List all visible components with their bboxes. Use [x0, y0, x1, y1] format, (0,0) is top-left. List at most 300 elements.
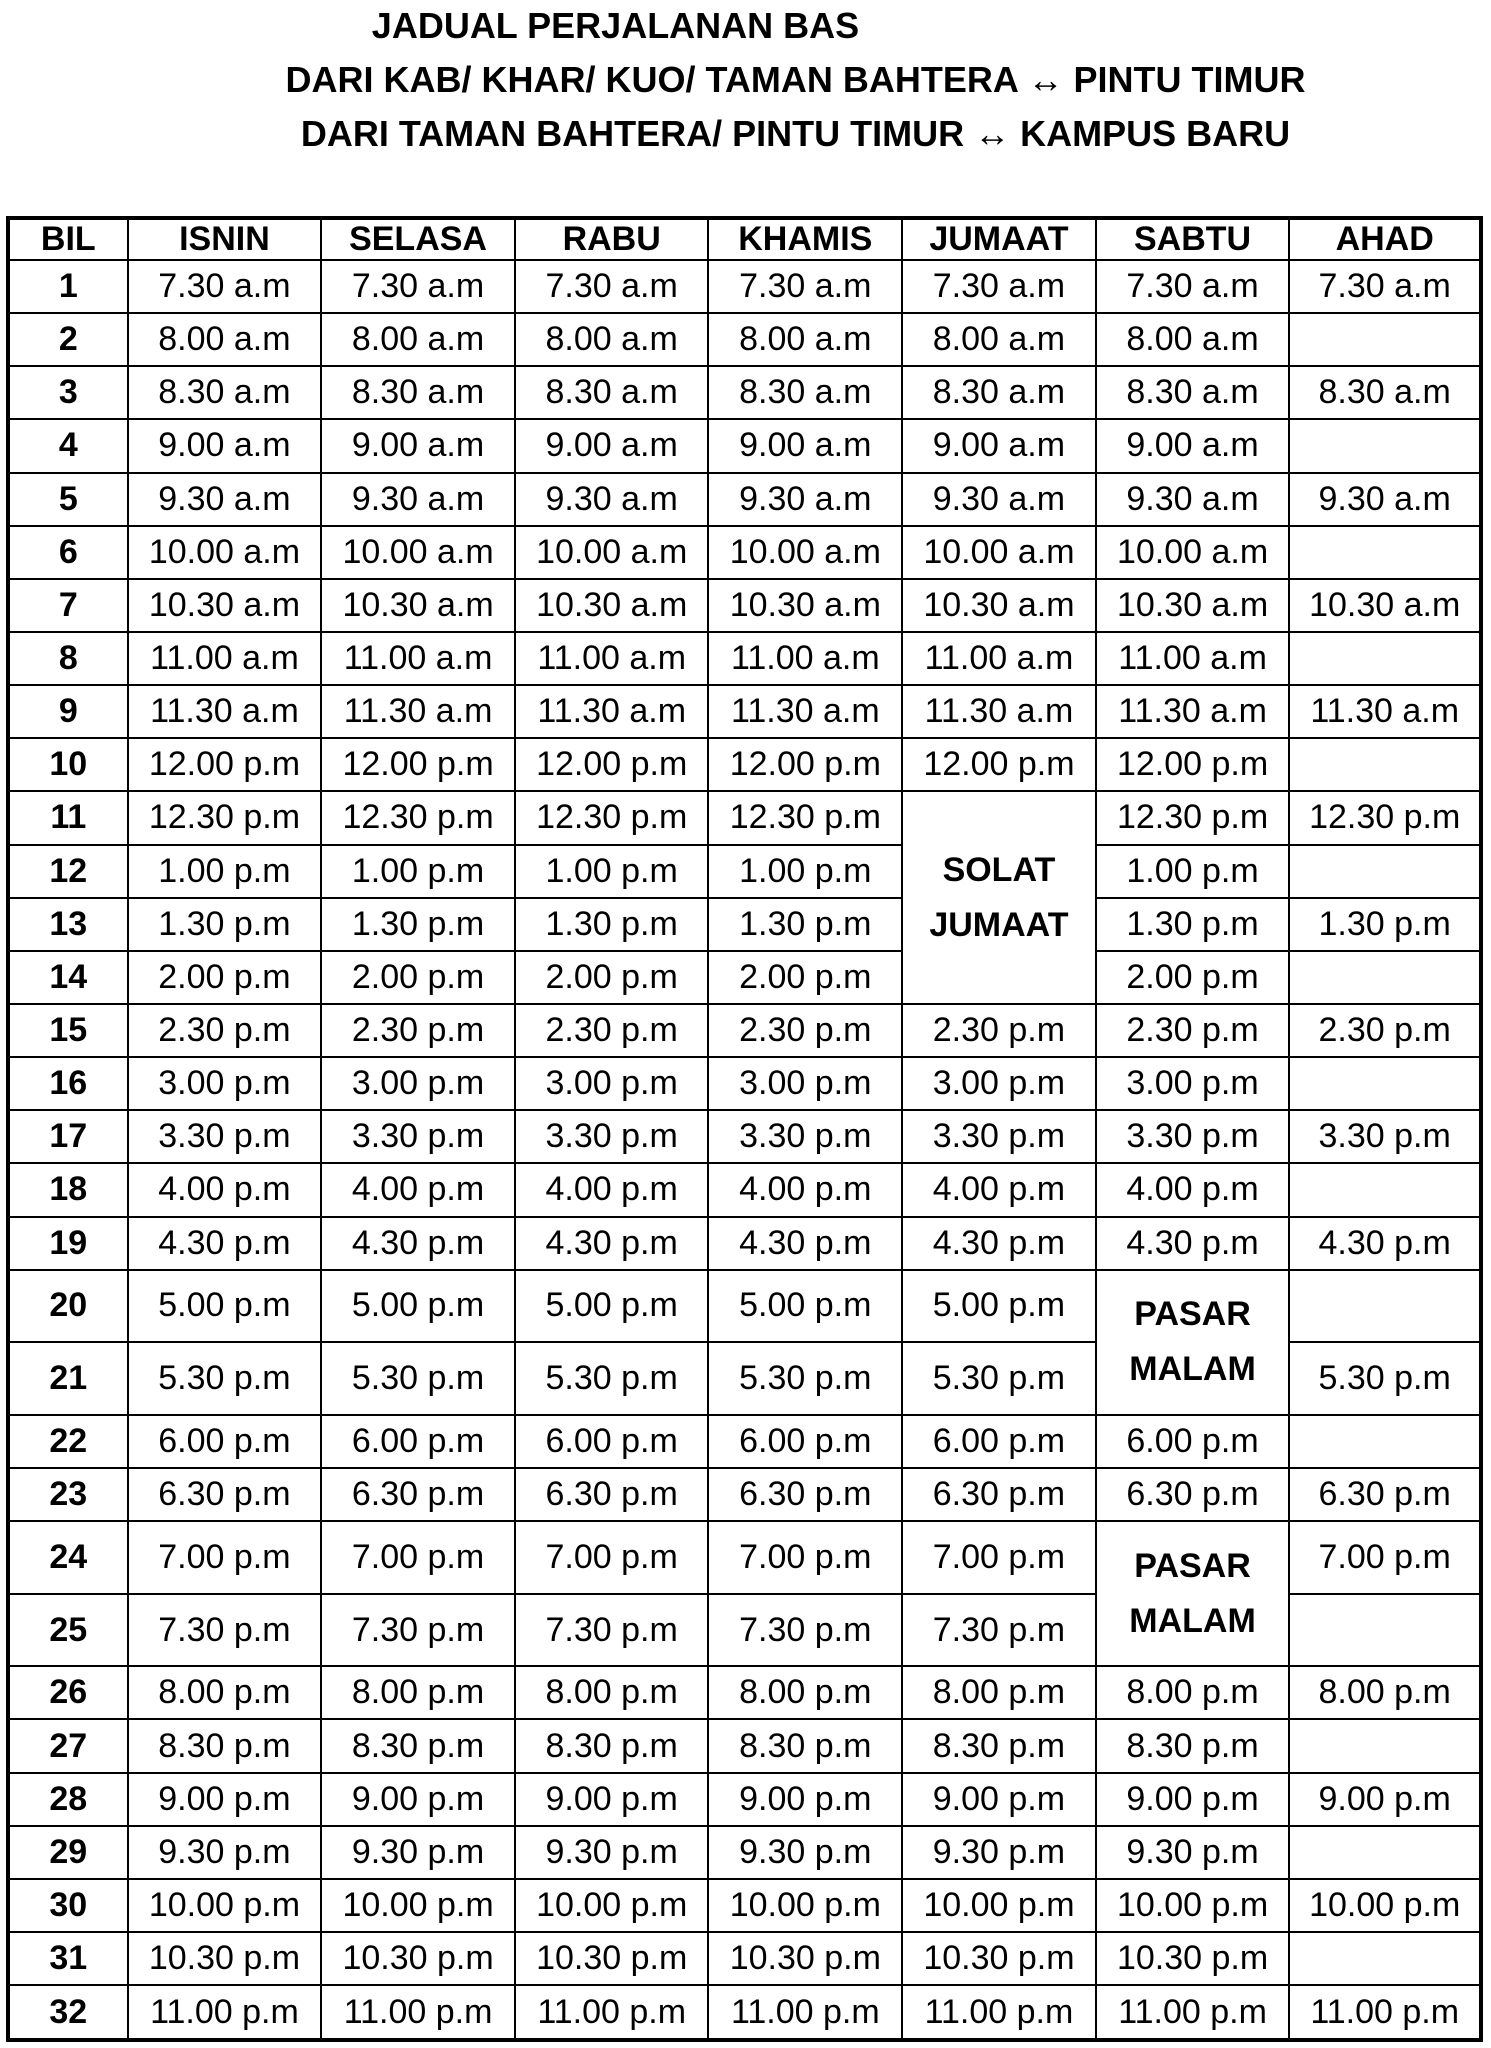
departure-time-ahad [1289, 1826, 1481, 1879]
departure-time-isnin: 3.30 p.m [128, 1110, 322, 1163]
departure-time-khamis: 7.30 p.m [708, 1594, 902, 1667]
departure-time-rabu: 8.30 a.m [515, 366, 709, 419]
bil-number: 13 [8, 898, 128, 951]
bil-number: 4 [8, 419, 128, 472]
departure-time-selasa: 8.30 p.m [321, 1719, 515, 1772]
departure-time-rabu: 6.30 p.m [515, 1468, 709, 1521]
table-row [8, 1217, 1481, 1270]
departure-time-jumaat: 5.30 p.m [902, 1342, 1096, 1415]
departure-time-jumaat: 12.00 p.m [902, 738, 1096, 791]
departure-time-selasa: 8.00 a.m [321, 313, 515, 366]
departure-time-jumaat: 8.00 a.m [902, 313, 1096, 366]
departure-time-ahad: 1.30 p.m [1289, 898, 1481, 951]
departure-time-isnin: 2.00 p.m [128, 951, 322, 1004]
departure-time-rabu: 3.30 p.m [515, 1110, 709, 1163]
departure-time-khamis: 8.30 a.m [708, 366, 902, 419]
departure-time-khamis: 10.00 a.m [708, 526, 902, 579]
departure-time-isnin: 9.00 p.m [128, 1773, 322, 1826]
departure-time-jumaat: 2.30 p.m [902, 1004, 1096, 1057]
departure-time-isnin: 7.30 a.m [128, 260, 322, 313]
departure-time-ahad: 8.00 p.m [1289, 1666, 1481, 1719]
departure-time-ahad: 9.00 p.m [1289, 1773, 1481, 1826]
departure-time-sabtu: 4.00 p.m [1096, 1163, 1290, 1216]
departure-time-rabu: 9.00 a.m [515, 419, 709, 472]
departure-time-isnin: 4.00 p.m [128, 1163, 322, 1216]
departure-time-selasa: 3.00 p.m [321, 1057, 515, 1110]
bil-number: 23 [8, 1468, 128, 1521]
departure-time-khamis: 9.00 a.m [708, 419, 902, 472]
departure-time-rabu: 4.00 p.m [515, 1163, 709, 1216]
departure-time-selasa: 1.30 p.m [321, 898, 515, 951]
departure-time-isnin: 5.30 p.m [128, 1342, 322, 1415]
table-row [8, 898, 1481, 951]
table-row [8, 1521, 1481, 1594]
departure-time-jumaat: 3.00 p.m [902, 1057, 1096, 1110]
departure-time-rabu: 12.30 p.m [515, 791, 709, 844]
bil-number: 20 [8, 1270, 128, 1343]
solat-jumaat-note-line: SOLAT [942, 850, 1056, 889]
departure-time-rabu: 9.30 p.m [515, 1826, 709, 1879]
departure-time-rabu: 8.30 p.m [515, 1719, 709, 1772]
departure-time-rabu: 1.00 p.m [515, 845, 709, 898]
departure-time-ahad: 10.30 a.m [1289, 579, 1481, 632]
title-route-1: DARI KAB/ KHAR/ KUO/ TAMAN BAHTERA ↔ PINTU TIMUR [285, 59, 1306, 100]
departure-time-khamis: 6.00 p.m [708, 1415, 902, 1468]
departure-time-khamis: 11.00 p.m [708, 1985, 902, 2040]
bil-number: 1 [8, 260, 128, 313]
departure-time-jumaat: 6.30 p.m [902, 1468, 1096, 1521]
pasar-malam-note-line: PASAR [1134, 1295, 1251, 1334]
departure-time-ahad [1289, 419, 1481, 472]
departure-time-rabu: 7.30 a.m [515, 260, 709, 313]
departure-time-selasa: 1.00 p.m [321, 845, 515, 898]
departure-time-rabu: 1.30 p.m [515, 898, 709, 951]
departure-time-khamis: 12.30 p.m [708, 791, 902, 844]
departure-time-sabtu: 9.00 p.m [1096, 1773, 1290, 1826]
pasar-malam-note-line: MALAM [1129, 1350, 1256, 1389]
departure-time-rabu: 6.00 p.m [515, 1415, 709, 1468]
departure-time-jumaat: 10.00 a.m [902, 526, 1096, 579]
departure-time-ahad: 11.00 p.m [1289, 1985, 1481, 2040]
departure-time-isnin: 7.30 p.m [128, 1594, 322, 1667]
bil-number: 15 [8, 1004, 128, 1057]
header-isnin: ISNIN [128, 218, 322, 260]
bil-number: 10 [8, 738, 128, 791]
table-row [8, 738, 1481, 791]
departure-time-sabtu: 10.00 p.m [1096, 1879, 1290, 1932]
departure-time-ahad: 8.30 a.m [1289, 366, 1481, 419]
departure-time-khamis: 3.00 p.m [708, 1057, 902, 1110]
departure-time-selasa: 3.30 p.m [321, 1110, 515, 1163]
departure-time-ahad: 7.30 a.m [1289, 260, 1481, 313]
solat-jumaat-note [902, 791, 1096, 1004]
departure-time-ahad [1289, 845, 1481, 898]
table-row [8, 1110, 1481, 1163]
departure-time-jumaat: 11.00 a.m [902, 632, 1096, 685]
bil-number: 11 [8, 791, 128, 844]
departure-time-khamis: 7.00 p.m [708, 1521, 902, 1594]
table-row [8, 1719, 1481, 1772]
departure-time-isnin: 9.30 a.m [128, 473, 322, 526]
departure-time-sabtu: 11.00 a.m [1096, 632, 1290, 685]
departure-time-rabu: 7.30 p.m [515, 1594, 709, 1667]
departure-time-sabtu: 9.00 a.m [1096, 419, 1290, 472]
departure-time-selasa: 9.30 a.m [321, 473, 515, 526]
bil-number: 12 [8, 845, 128, 898]
departure-time-khamis: 2.30 p.m [708, 1004, 902, 1057]
bil-number: 6 [8, 526, 128, 579]
departure-time-jumaat: 8.30 a.m [902, 366, 1096, 419]
departure-time-sabtu: 11.00 p.m [1096, 1985, 1290, 2040]
departure-time-jumaat: 3.30 p.m [902, 1110, 1096, 1163]
departure-time-rabu: 9.30 a.m [515, 473, 709, 526]
bil-number: 14 [8, 951, 128, 1004]
departure-time-jumaat: 7.30 p.m [902, 1594, 1096, 1667]
departure-time-rabu: 8.00 p.m [515, 1666, 709, 1719]
departure-time-khamis: 5.00 p.m [708, 1270, 902, 1343]
departure-time-ahad [1289, 1163, 1481, 1216]
departure-time-ahad [1289, 1594, 1481, 1667]
table-row [8, 1879, 1481, 1932]
departure-time-sabtu: 6.00 p.m [1096, 1415, 1290, 1468]
bil-number: 16 [8, 1057, 128, 1110]
departure-time-sabtu: 3.30 p.m [1096, 1110, 1290, 1163]
departure-time-ahad: 6.30 p.m [1289, 1468, 1481, 1521]
departure-time-isnin: 9.30 p.m [128, 1826, 322, 1879]
departure-time-ahad: 4.30 p.m [1289, 1217, 1481, 1270]
table-row [8, 1270, 1481, 1343]
departure-time-khamis: 11.30 a.m [708, 685, 902, 738]
departure-time-ahad [1289, 1932, 1481, 1985]
bil-number: 27 [8, 1719, 128, 1772]
title-main: JADUAL PERJALANAN BAS [371, 5, 860, 46]
departure-time-isnin: 6.00 p.m [128, 1415, 322, 1468]
pasar-malam-note [1096, 1270, 1290, 1415]
table-row [8, 1666, 1481, 1719]
departure-time-isnin: 4.30 p.m [128, 1217, 322, 1270]
departure-time-isnin: 8.30 p.m [128, 1719, 322, 1772]
departure-time-rabu: 11.30 a.m [515, 685, 709, 738]
header-rabu: RABU [515, 218, 709, 260]
departure-time-sabtu: 2.00 p.m [1096, 951, 1290, 1004]
departure-time-isnin: 2.30 p.m [128, 1004, 322, 1057]
table-row [8, 1773, 1481, 1826]
departure-time-rabu: 12.00 p.m [515, 738, 709, 791]
departure-time-jumaat: 4.30 p.m [902, 1217, 1096, 1270]
departure-time-rabu: 10.00 a.m [515, 526, 709, 579]
departure-time-jumaat: 9.30 p.m [902, 1826, 1096, 1879]
departure-time-jumaat: 11.00 p.m [902, 1985, 1096, 2040]
departure-time-khamis: 5.30 p.m [708, 1342, 902, 1415]
departure-time-isnin: 8.00 a.m [128, 313, 322, 366]
table-row [8, 1468, 1481, 1521]
table-row [8, 845, 1481, 898]
bil-number: 8 [8, 632, 128, 685]
table-row [8, 791, 1481, 844]
departure-time-jumaat: 11.30 a.m [902, 685, 1096, 738]
departure-time-isnin: 6.30 p.m [128, 1468, 322, 1521]
departure-time-ahad [1289, 313, 1481, 366]
departure-time-isnin: 1.00 p.m [128, 845, 322, 898]
departure-time-isnin: 5.00 p.m [128, 1270, 322, 1343]
bil-number: 26 [8, 1666, 128, 1719]
departure-time-selasa: 2.00 p.m [321, 951, 515, 1004]
bil-number: 22 [8, 1415, 128, 1468]
bil-number: 19 [8, 1217, 128, 1270]
departure-time-jumaat: 10.30 p.m [902, 1932, 1096, 1985]
departure-time-sabtu: 10.30 a.m [1096, 579, 1290, 632]
departure-time-ahad [1289, 1719, 1481, 1772]
departure-time-isnin: 10.30 a.m [128, 579, 322, 632]
departure-time-isnin: 1.30 p.m [128, 898, 322, 951]
departure-time-khamis: 3.30 p.m [708, 1110, 902, 1163]
departure-time-jumaat: 9.30 a.m [902, 473, 1096, 526]
table-row [8, 1415, 1481, 1468]
departure-time-selasa: 11.00 a.m [321, 632, 515, 685]
departure-time-ahad: 11.30 a.m [1289, 685, 1481, 738]
departure-time-khamis: 9.30 a.m [708, 473, 902, 526]
bil-number: 3 [8, 366, 128, 419]
departure-time-khamis: 6.30 p.m [708, 1468, 902, 1521]
departure-time-sabtu: 7.30 a.m [1096, 260, 1290, 313]
departure-time-selasa: 12.00 p.m [321, 738, 515, 791]
bil-number: 28 [8, 1773, 128, 1826]
bil-number: 9 [8, 685, 128, 738]
header-bil: BIL [8, 218, 128, 260]
departure-time-ahad: 12.30 p.m [1289, 791, 1481, 844]
departure-time-sabtu: 12.30 p.m [1096, 791, 1290, 844]
departure-time-jumaat: 4.00 p.m [902, 1163, 1096, 1216]
departure-time-rabu: 10.30 a.m [515, 579, 709, 632]
departure-time-isnin: 8.30 a.m [128, 366, 322, 419]
departure-time-rabu: 3.00 p.m [515, 1057, 709, 1110]
table-row [8, 526, 1481, 579]
departure-time-rabu: 10.00 p.m [515, 1879, 709, 1932]
departure-time-selasa: 6.00 p.m [321, 1415, 515, 1468]
table-row [8, 313, 1481, 366]
departure-time-selasa: 9.30 p.m [321, 1826, 515, 1879]
departure-time-ahad: 9.30 a.m [1289, 473, 1481, 526]
bil-number: 29 [8, 1826, 128, 1879]
departure-time-ahad [1289, 951, 1481, 1004]
departure-time-isnin: 11.00 a.m [128, 632, 322, 685]
departure-time-selasa: 7.30 p.m [321, 1594, 515, 1667]
departure-time-sabtu: 6.30 p.m [1096, 1468, 1290, 1521]
bil-number: 2 [8, 313, 128, 366]
departure-time-selasa: 6.30 p.m [321, 1468, 515, 1521]
departure-time-rabu: 11.00 p.m [515, 1985, 709, 2040]
schedule-body [8, 260, 1481, 2040]
departure-time-khamis: 8.00 a.m [708, 313, 902, 366]
departure-time-ahad [1289, 1057, 1481, 1110]
table-row [8, 951, 1481, 1004]
pasar-malam-note-line: PASAR [1134, 1546, 1251, 1585]
departure-time-ahad: 3.30 p.m [1289, 1110, 1481, 1163]
departure-time-sabtu: 1.00 p.m [1096, 845, 1290, 898]
departure-time-selasa: 4.00 p.m [321, 1163, 515, 1216]
departure-time-sabtu: 8.30 a.m [1096, 366, 1290, 419]
departure-time-jumaat: 5.00 p.m [902, 1270, 1096, 1343]
departure-time-jumaat: 8.30 p.m [902, 1719, 1096, 1772]
departure-time-sabtu: 1.30 p.m [1096, 898, 1290, 951]
bil-number: 17 [8, 1110, 128, 1163]
departure-time-jumaat: 9.00 p.m [902, 1773, 1096, 1826]
title-route-2: DARI TAMAN BAHTERA/ PINTU TIMUR ↔ KAMPUS BARU [300, 113, 1291, 154]
departure-time-rabu: 11.00 a.m [515, 632, 709, 685]
departure-time-sabtu: 9.30 p.m [1096, 1826, 1290, 1879]
departure-time-khamis: 10.00 p.m [708, 1879, 902, 1932]
pasar-malam-note [1096, 1521, 1290, 1666]
departure-time-sabtu: 8.00 p.m [1096, 1666, 1290, 1719]
header-khamis: KHAMIS [708, 218, 902, 260]
departure-time-sabtu: 8.30 p.m [1096, 1719, 1290, 1772]
bus-schedule-table [6, 216, 1483, 2042]
pasar-malam-note-line: MALAM [1129, 1601, 1256, 1640]
departure-time-isnin: 10.00 a.m [128, 526, 322, 579]
departure-time-ahad: 7.00 p.m [1289, 1521, 1481, 1594]
departure-time-selasa: 5.30 p.m [321, 1342, 515, 1415]
departure-time-khamis: 10.30 a.m [708, 579, 902, 632]
bil-number: 32 [8, 1985, 128, 2040]
departure-time-selasa: 4.30 p.m [321, 1217, 515, 1270]
departure-time-rabu: 7.00 p.m [515, 1521, 709, 1594]
table-row [8, 1826, 1481, 1879]
departure-time-rabu: 2.00 p.m [515, 951, 709, 1004]
departure-time-khamis: 8.30 p.m [708, 1719, 902, 1772]
departure-time-rabu: 9.00 p.m [515, 1773, 709, 1826]
departure-time-khamis: 4.00 p.m [708, 1163, 902, 1216]
table-row [8, 473, 1481, 526]
departure-time-sabtu: 10.30 p.m [1096, 1932, 1290, 1985]
solat-jumaat-note-line: JUMAAT [929, 905, 1069, 944]
bil-number: 7 [8, 579, 128, 632]
departure-time-jumaat: 6.00 p.m [902, 1415, 1096, 1468]
departure-time-sabtu: 4.30 p.m [1096, 1217, 1290, 1270]
table-row [8, 632, 1481, 685]
departure-time-selasa: 10.00 a.m [321, 526, 515, 579]
departure-time-khamis: 9.00 p.m [708, 1773, 902, 1826]
bil-number: 25 [8, 1594, 128, 1667]
departure-time-ahad [1289, 1270, 1481, 1343]
header-jumaat: JUMAAT [902, 218, 1096, 260]
departure-time-khamis: 1.30 p.m [708, 898, 902, 951]
departure-time-khamis: 1.00 p.m [708, 845, 902, 898]
departure-time-isnin: 11.30 a.m [128, 685, 322, 738]
departure-time-jumaat: 7.00 p.m [902, 1521, 1096, 1594]
departure-time-sabtu: 3.00 p.m [1096, 1057, 1290, 1110]
departure-time-selasa: 7.30 a.m [321, 260, 515, 313]
header-sabtu: SABTU [1096, 218, 1290, 260]
bil-number: 30 [8, 1879, 128, 1932]
bil-number: 24 [8, 1521, 128, 1594]
departure-time-rabu: 10.30 p.m [515, 1932, 709, 1985]
departure-time-isnin: 8.00 p.m [128, 1666, 322, 1719]
departure-time-selasa: 7.00 p.m [321, 1521, 515, 1594]
departure-time-jumaat: 7.30 a.m [902, 260, 1096, 313]
departure-time-selasa: 10.30 a.m [321, 579, 515, 632]
departure-time-sabtu: 11.30 a.m [1096, 685, 1290, 738]
table-row [8, 1057, 1481, 1110]
departure-time-selasa: 2.30 p.m [321, 1004, 515, 1057]
departure-time-jumaat: 10.30 a.m [902, 579, 1096, 632]
departure-time-rabu: 5.30 p.m [515, 1342, 709, 1415]
bil-number: 18 [8, 1163, 128, 1216]
header-ahad: AHAD [1289, 218, 1481, 260]
header-row [8, 218, 1481, 260]
departure-time-khamis: 8.00 p.m [708, 1666, 902, 1719]
departure-time-selasa: 10.30 p.m [321, 1932, 515, 1985]
bil-number: 31 [8, 1932, 128, 1985]
table-row [8, 1163, 1481, 1216]
departure-time-rabu: 4.30 p.m [515, 1217, 709, 1270]
departure-time-sabtu: 8.00 a.m [1096, 313, 1290, 366]
departure-time-sabtu: 2.30 p.m [1096, 1004, 1290, 1057]
departure-time-isnin: 12.30 p.m [128, 791, 322, 844]
departure-time-selasa: 8.00 p.m [321, 1666, 515, 1719]
departure-time-sabtu: 12.00 p.m [1096, 738, 1290, 791]
table-row [8, 1932, 1481, 1985]
table-row [8, 419, 1481, 472]
departure-time-ahad: 2.30 p.m [1289, 1004, 1481, 1057]
departure-time-selasa: 12.30 p.m [321, 791, 515, 844]
departure-time-jumaat: 9.00 a.m [902, 419, 1096, 472]
departure-time-ahad: 5.30 p.m [1289, 1342, 1481, 1415]
departure-time-selasa: 9.00 a.m [321, 419, 515, 472]
departure-time-ahad [1289, 632, 1481, 685]
departure-time-selasa: 11.00 p.m [321, 1985, 515, 2040]
departure-time-isnin: 10.00 p.m [128, 1879, 322, 1932]
departure-time-selasa: 8.30 a.m [321, 366, 515, 419]
departure-time-khamis: 7.30 a.m [708, 260, 902, 313]
departure-time-selasa: 5.00 p.m [321, 1270, 515, 1343]
departure-time-rabu: 8.00 a.m [515, 313, 709, 366]
departure-time-isnin: 12.00 p.m [128, 738, 322, 791]
departure-time-isnin: 3.00 p.m [128, 1057, 322, 1110]
departure-time-rabu: 5.00 p.m [515, 1270, 709, 1343]
departure-time-selasa: 11.30 a.m [321, 685, 515, 738]
header-selasa: SELASA [321, 218, 515, 260]
table-row [8, 1004, 1481, 1057]
departure-time-khamis: 12.00 p.m [708, 738, 902, 791]
departure-time-ahad: 10.00 p.m [1289, 1879, 1481, 1932]
departure-time-rabu: 2.30 p.m [515, 1004, 709, 1057]
bil-number: 5 [8, 473, 128, 526]
departure-time-jumaat: 8.00 p.m [902, 1666, 1096, 1719]
departure-time-isnin: 10.30 p.m [128, 1932, 322, 1985]
departure-time-jumaat: 10.00 p.m [902, 1879, 1096, 1932]
departure-time-ahad [1289, 738, 1481, 791]
table-row [8, 579, 1481, 632]
table-row [8, 260, 1481, 313]
departure-time-isnin: 9.00 a.m [128, 419, 322, 472]
departure-time-khamis: 11.00 a.m [708, 632, 902, 685]
departure-time-sabtu: 10.00 a.m [1096, 526, 1290, 579]
departure-time-khamis: 9.30 p.m [708, 1826, 902, 1879]
departure-time-ahad [1289, 526, 1481, 579]
table-row [8, 366, 1481, 419]
departure-time-selasa: 9.00 p.m [321, 1773, 515, 1826]
departure-time-khamis: 10.30 p.m [708, 1932, 902, 1985]
departure-time-selasa: 10.00 p.m [321, 1879, 515, 1932]
departure-time-isnin: 7.00 p.m [128, 1521, 322, 1594]
table-row [8, 685, 1481, 738]
departure-time-ahad [1289, 1415, 1481, 1468]
departure-time-sabtu: 9.30 a.m [1096, 473, 1290, 526]
departure-time-isnin: 11.00 p.m [128, 1985, 322, 2040]
table-row [8, 1985, 1481, 2040]
bil-number: 21 [8, 1342, 128, 1415]
departure-time-khamis: 2.00 p.m [708, 951, 902, 1004]
